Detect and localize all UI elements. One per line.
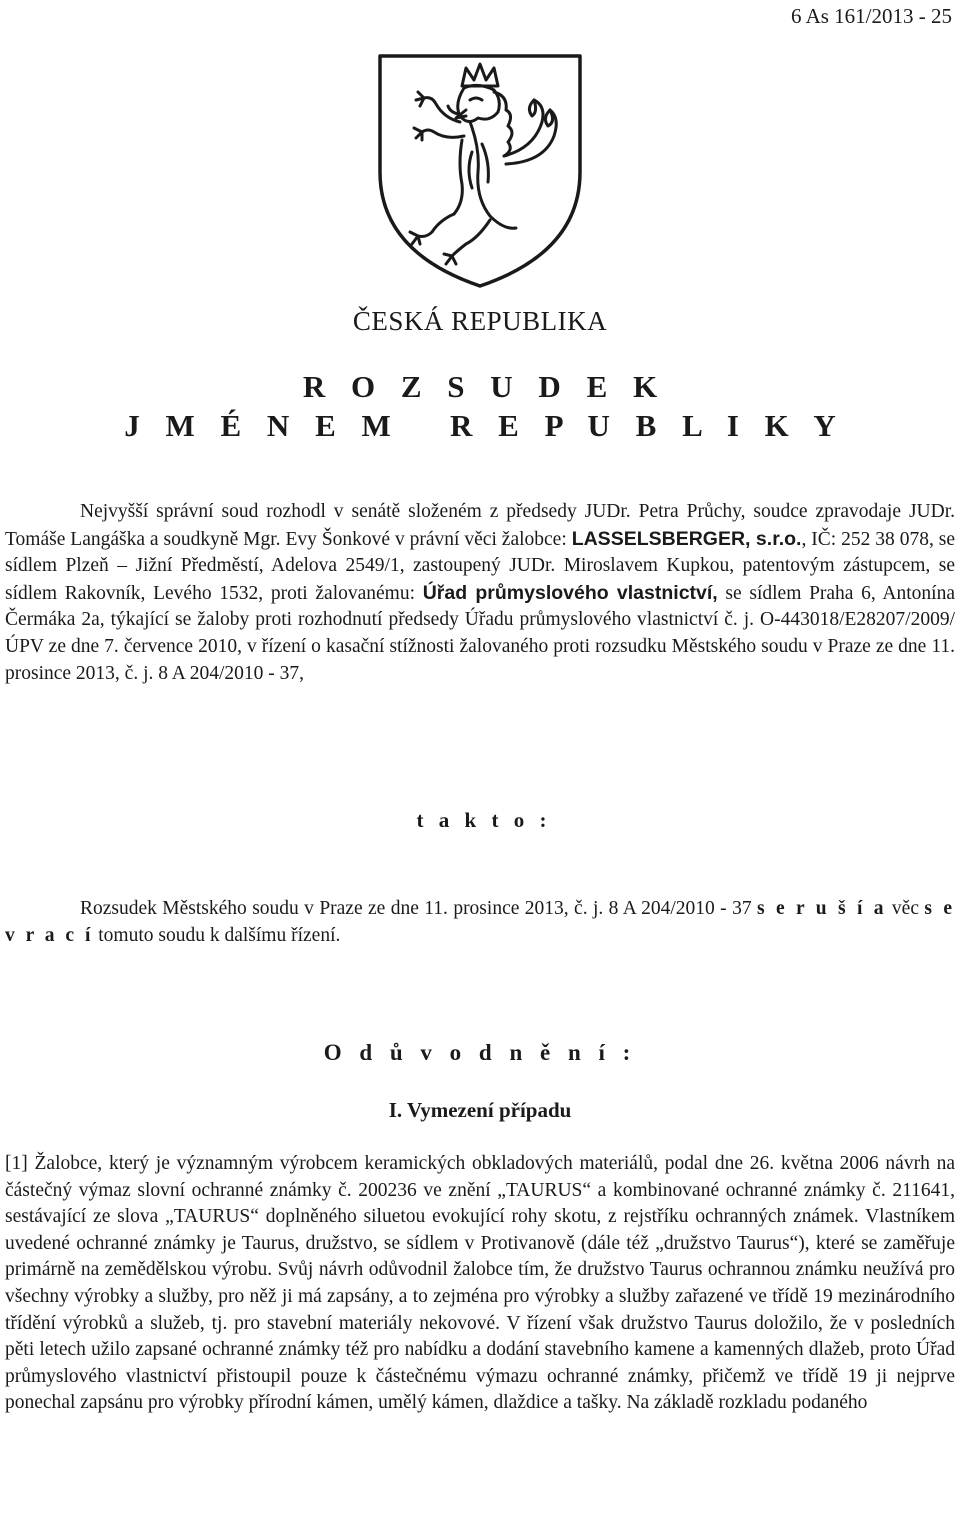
intro-paragraph [5,499,955,687]
verdict-title-line2: J M É N E M R E P U B L I K Y [124,407,845,443]
plaintiff-name: LASSELSBERGER, s.r.o. [571,527,802,550]
section-paragraph-1: [1] Žalobce, který je významným výrobcem keramických obkladových materiálů, podal dne 26. května 2006 návrh na částečný výmaz slovní ochranné známky č. 200236 ve znění „TAURUS“ a kombinované ochranné známky č. 211641, sestávající ze slova „TAURUS“ doplněného siluetou evokující rohy skotu, z rejstříku ochranných známek. Vlastníkem uvedené ochranné známky je Taurus, družstvo, se sídlem v Protivanově (dále též „družstvo Taurus“), které se zaměřuje primárně na zemědělskou výrobu. Svůj návrh odůvodnil žalobce tím, že družstvo Taurus ochrannou známku neužívá pro všechny výrobky a služby, pro něž ji má zapsány, a to zejména pro výrobky a služby zařazené ve třídě 19 mezinárodního třídění výrobků a služeb, tj. pro stavební materiály nekovové. V řízení však družstvo Taurus doložilo, že v posledních pěti letech užilo zapsané ochranné známky též pro nabídku a dodání stavebního kamene a kamenných dlažeb, proto Úřad průmyslového vlastnictví přistoupil pouze k částečnému výmazu ochranné známky, přičemž ve třídě 19 ji nejprve ponechal zapsánu pro výrobky přírodní kámen, umělý kámen, dlaždice a tašky. Na základě rozkladu podaného [5,1153,955,1414]
verdict-title-line1: R O Z S U D E K [302,369,667,404]
ruling-text-2: věc [886,898,925,919]
coat-of-arms-icon [374,52,586,290]
verdict-title [0,368,960,446]
case-number: 6 As 161/2013 - 25 [790,4,952,28]
intro-text-3: se sídlem Praha 6, Antonína Čermáka 2a, týkající se žaloby proti rozhodnutí předsedy Úřadu průmyslového vlastnictví č. j. O-443018/E28207/2009/ÚPV ze dne 7. července 2010, v řízení o kasační stížnosti žalovaného proti rozsudku Městského soudu v Praze ze dne 11. prosince 2013, č. j. 8 A 204/2010 - 37, [5,582,955,684]
defendant-name: Úřad průmyslového vlastnictví, [422,581,718,604]
intro-text-2: , IČ: 252 38 078, se sídlem Plzeň – Jižní Předměstí, Adelova 2549/1, zastoupený JUDr. Miroslavem Kupkou, patentovým zástupcem, se sídlem Rakovník, Levého 1532, proti žalovanému: [5,528,955,604]
ruling-emphasis-1: s e r u š í a [756,898,887,919]
ruling-text-3: tomuto soudu k dalšímu řízení. [93,924,341,946]
intro-text-1: Nejvyšší správní soud rozhodl v senátě složeném z předsedy JUDr. Petra Průchy, soudce zpravodaje JUDr. Tomáše Langáška a soudkyně Mgr. Evy Šonkové v právní věci žalobce: [5,501,955,550]
ruling-paragraph [5,896,955,949]
section-title: I. Vymezení případu [388,1098,572,1122]
reasoning-heading: O d ů v o d n ě n í : [323,1040,637,1065]
takto-heading: t a k t o : [416,808,552,832]
country-name: ČESKÁ REPUBLIKA [352,306,608,336]
ruling-emphasis-2: s e v r a c í [5,898,956,946]
ruling-text-1: Rozsudek Městského soudu v Praze ze dne 11. prosince 2013, č. j. 8 A 204/2010 - 37 [80,898,757,919]
